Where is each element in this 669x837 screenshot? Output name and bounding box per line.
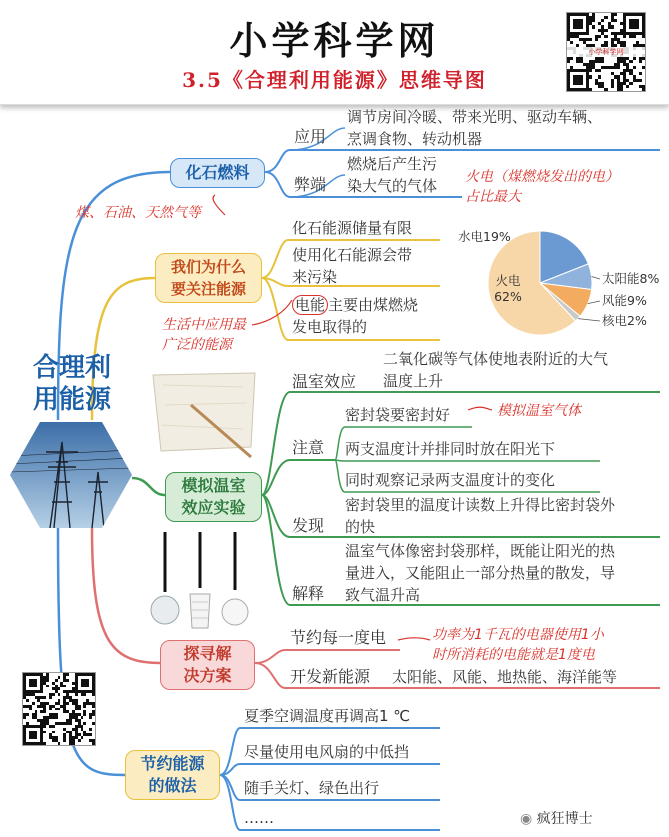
pie-title [465, 167, 625, 207]
pie-label-水电: 水电19% [458, 229, 511, 244]
power-tower-image [10, 422, 132, 528]
why-note-line2: 广泛的能源 [162, 337, 232, 353]
pie-label-太阳能: 太阳能8% [602, 271, 660, 286]
practice-item-lights: 随手关灯、绿色出行 [244, 779, 380, 797]
kwh-note-line2: 时所消耗的电能就是1度电 [432, 647, 595, 663]
fossil-note: 煤、石油、天然气等 [75, 205, 201, 221]
kwh-note-line1: 功率为1千瓦的电器使用1小 [432, 627, 604, 643]
explain-line2: 量进入，又能阻止一部分热量的散发，导 [345, 564, 616, 582]
explain-label: 解释 [292, 584, 325, 603]
watermark-text: 疯狂博士 [536, 811, 593, 827]
center-title-line1: 合理利 [32, 353, 111, 383]
save-electricity-label: 节约每一度电 [290, 628, 387, 647]
branch-greenhouse-label-line1: 模拟温室 [181, 476, 246, 495]
new-energy-label: 开发新能源 [290, 667, 371, 686]
branch-greenhouse-experiment [165, 472, 262, 522]
branch-solutions-label-line1: 探寻解 [183, 644, 232, 663]
branch-why-care [155, 253, 262, 303]
practice-item-ac: 夏季空调温度再调高1 ℃ [244, 707, 411, 725]
explain-line3: 致气温升高 [345, 586, 421, 604]
greenhouse-effect-line2: 温度上升 [383, 372, 444, 390]
pie-label-风能: 风能9% [602, 293, 647, 308]
electricity-rest: 主要由煤燃烧 [328, 296, 419, 314]
attention-item-sunlight: 两支温度计并排同时放在阳光下 [345, 440, 556, 458]
branch-practices-label-line2: 的做法 [148, 776, 197, 795]
pie-value-火电: 62% [494, 289, 522, 304]
site-title: 小学科学网 [229, 18, 440, 63]
fossil-harm-line1: 燃烧后产生污 [347, 155, 438, 173]
fossil-use-label: 应用 [294, 127, 327, 146]
branch-practices [125, 750, 220, 800]
why-item-electricity-line2: 发电取得的 [292, 318, 368, 336]
fossil-harm-line2: 染大气的气体 [347, 177, 438, 195]
branch-why-label-line2: 要关注能源 [170, 280, 246, 298]
practice-item-fan: 尽量使用电风扇的中低挡 [244, 743, 410, 761]
wechat-icon: ◉ [520, 811, 533, 827]
electricity-word: 电能 [292, 295, 328, 315]
attention-label: 注意 [292, 438, 325, 457]
pie-label-火电: 火电 [495, 273, 521, 288]
fossil-use-line1: 调节房间冷暖、带来光明、驱动车辆、 [347, 108, 603, 126]
qr-code-bottom-icon [22, 672, 96, 746]
electricity-pie-chart [440, 225, 665, 340]
pie-title-text: 火电（煤燃烧发出的电）占比最大 [465, 169, 619, 205]
finding-line2: 的快 [345, 518, 376, 536]
practice-item-more: …… [244, 809, 274, 827]
branch-why-label-line1: 我们为什么 [170, 258, 246, 276]
why-item-pollution-line2: 来污染 [292, 268, 338, 286]
pie-leader-核电 [578, 319, 600, 321]
branch-fossil-fuels [170, 158, 265, 188]
greenhouse-effect-label: 温室效应 [292, 372, 357, 391]
light-bulbs-image [145, 532, 260, 632]
explain-line1: 温室气体像密封袋那样，既能让阳光的热 [345, 542, 616, 560]
trunk-greenhouse [132, 478, 165, 495]
plastic-bag-image [143, 365, 263, 460]
why-note-line1: 生活中应用最 [162, 317, 246, 333]
fossil-use-line2: 烹调食物、转动机器 [347, 130, 483, 148]
pie-leader-太阳能 [592, 276, 600, 279]
attention-note-greenhouse-gas: 模拟温室气体 [497, 403, 581, 419]
watermark [520, 808, 593, 828]
finding-line1: 密封袋里的温度计读数上升得比密封袋外 [345, 496, 616, 514]
qr-caption: 小学科学网 [567, 47, 645, 57]
branch-solutions-label-line2: 决方案 [183, 666, 232, 685]
why-item-pollution-line1: 使用化石能源会带 [292, 246, 413, 264]
finding-label: 发现 [292, 516, 325, 535]
branch-greenhouse-label-line2: 效应实验 [181, 498, 246, 517]
pie-leader-风能 [588, 301, 600, 304]
diagram-subtitle: 3.5《合理利用能源》思维导图 [182, 68, 487, 92]
why-item-reserves: 化石能源储量有限 [292, 219, 413, 237]
greenhouse-effect-line1: 二氧化碳等气体使地表附近的大气 [383, 350, 609, 368]
center-title-line2: 用能源 [32, 385, 111, 415]
branch-fossil-label: 化石燃料 [185, 163, 250, 182]
why-item-electricity-line1 [292, 294, 418, 316]
branch-practices-label-line1: 节约能源 [140, 754, 205, 773]
attention-item-seal: 密封袋要密封好 [345, 406, 451, 424]
fossil-harm-label: 弊端 [294, 175, 327, 194]
pie-label-核电: 核电2% [602, 313, 647, 328]
new-energy-items: 太阳能、风能、地热能、海洋能等 [392, 668, 618, 686]
branch-solutions [160, 640, 255, 690]
attention-item-observe: 同时观察记录两支温度计的变化 [345, 471, 556, 489]
center-title [20, 352, 124, 416]
